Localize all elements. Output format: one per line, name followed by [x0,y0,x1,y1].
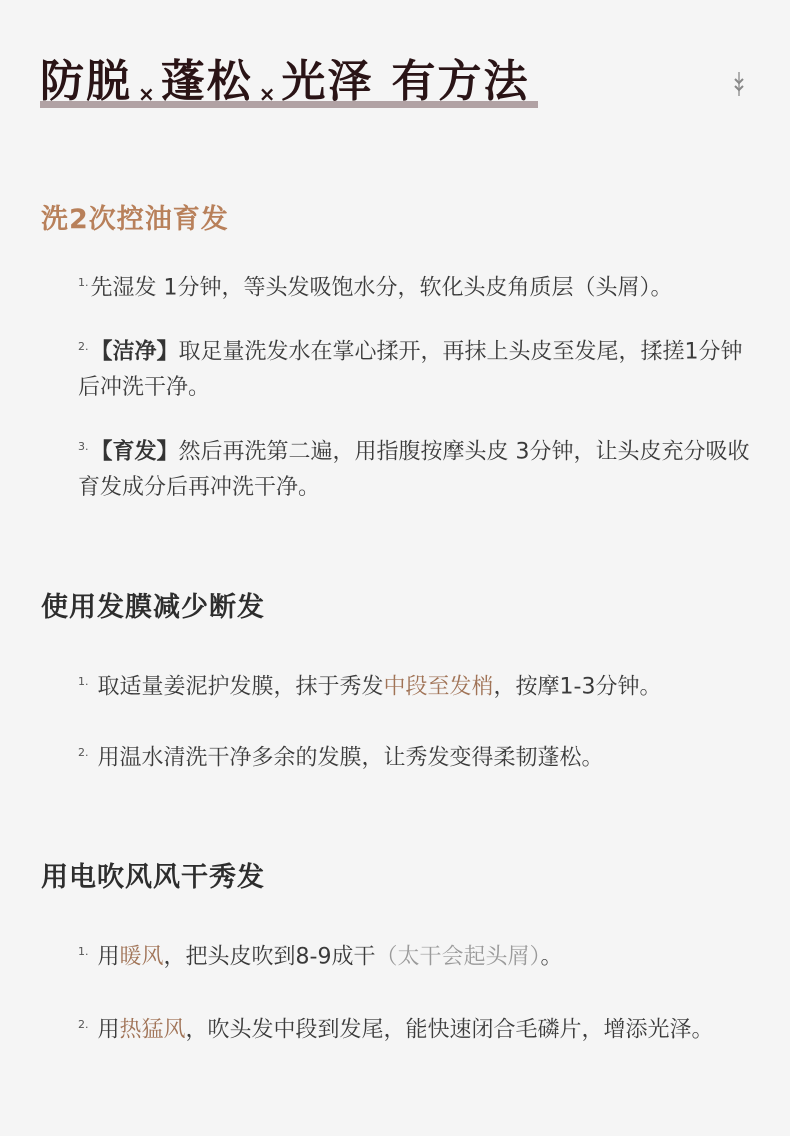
section-heading-wash: 洗2次控油育发 [41,204,229,235]
list-item [78,265,758,306]
list-item [78,735,758,776]
title-word-2: 蓬松 [160,56,253,107]
title-separator-1: × [138,82,155,106]
item-number: 2. [78,746,89,759]
item-highlight: 热猛风 [119,1017,186,1043]
item-number: 1. [78,276,89,289]
item-text: 然后再洗第二遍，用指腹按摩头皮 3分钟，让头皮充分吸收育发成分后再冲洗干净。 [78,439,750,501]
item-text-tail: 。 [540,944,563,970]
item-text-tail: ，吹头发中段到发尾，能快速闭合毛磷片，增添光泽。 [185,1017,714,1043]
list-item [78,934,758,975]
list-item [78,329,758,406]
list-item [78,429,758,506]
list-item [78,664,758,705]
item-text: 用 [97,944,120,970]
item-text: 取足量洗发水在掌心揉开，再抹上头皮至发尾，揉搓1分钟后冲洗干净。 [78,339,743,401]
item-tag: 【洁净】 [90,339,179,365]
double-chevron-down-svg [733,72,745,96]
title-word-3: 光泽 [281,56,374,107]
item-number: 1. [78,945,89,958]
section-heading-hair-mask: 使用发膜减少断发 [41,592,265,623]
title-word-1: 防脱 [40,56,132,107]
item-highlight: 中段至发梢 [383,674,494,700]
double-chevron-down-icon[interactable] [733,72,745,98]
item-text: 先湿发 1分钟，等头发吸饱水分，软化头皮角质层（头屑）。 [90,275,673,301]
item-tag: 【育发】 [90,439,179,465]
item-number: 3. [78,440,89,453]
item-number: 1. [78,675,89,688]
item-text: 用 [97,1017,120,1043]
item-text: 用温水清洗干净多余的发膜，让秀发变得柔韧蓬松。 [97,745,604,771]
item-text-mid: ，把头皮吹到8-9成干 [163,944,376,970]
section-heading-blow-dry: 用电吹风风干秀发 [41,862,265,893]
title-separator-2: × [258,82,276,106]
item-text: 取适量姜泥护发膜，抹于秀发 [97,674,384,700]
list-item [78,1007,758,1048]
item-note: （太干会起头屑） [375,944,541,970]
item-highlight: 暖风 [119,944,164,970]
page-title [40,52,530,112]
item-text-tail: ，按摩1-3分钟。 [493,674,662,700]
item-number: 2. [78,340,89,353]
item-number: 2. [78,1018,89,1031]
title-word-4: 有方法 [391,56,530,107]
